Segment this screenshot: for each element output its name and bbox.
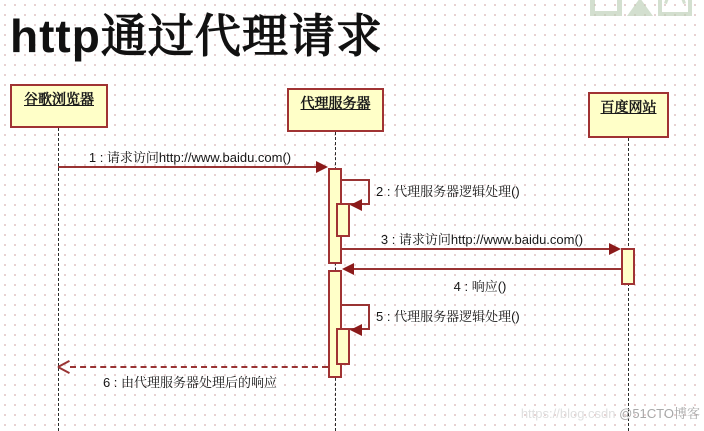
actor-label-baidu: 百度网站 — [600, 99, 657, 115]
message-5-label: 5 : 代理服务器逻辑处理() — [376, 309, 520, 324]
watermark-url-text: https://blog.csdn — [520, 406, 616, 421]
message-3-line — [342, 248, 609, 250]
message-1-line — [58, 166, 316, 168]
message-4-arrowhead-icon — [342, 263, 354, 275]
actor-label-proxy: 代理服务器 — [300, 95, 371, 111]
corner-logo — [585, 0, 692, 16]
message-6-open-arrowhead-icon — [58, 366, 70, 374]
message-5-arrowhead-icon — [350, 324, 362, 336]
actor-box-browser — [10, 84, 108, 128]
actor-box-proxy — [287, 88, 384, 132]
activation-proxy-2-nested — [336, 328, 350, 365]
message-1-label: 1 : 请求访问http://www.baidu.com() — [88, 150, 292, 165]
lifeline-browser — [58, 128, 59, 431]
message-2-arrowhead-icon — [350, 199, 362, 211]
corner-logo-glyph-3 — [658, 0, 692, 16]
activation-baidu — [621, 248, 635, 285]
message-6-label: 6 : 由代理服务器处理后的响应 — [102, 375, 278, 390]
message-2-label: 2 : 代理服务器逻辑处理() — [376, 184, 520, 199]
actor-box-baidu — [588, 92, 669, 138]
corner-logo-glyph-1 — [590, 0, 622, 16]
corner-logo-glyph-2 — [627, 0, 653, 16]
diagram-title: http通过代理请求 — [10, 10, 383, 62]
watermark-handle-text: @51CTO博客 — [619, 406, 700, 421]
message-4-label: 4 : 响应() — [453, 279, 507, 294]
message-6-line — [70, 366, 328, 368]
actor-label-browser: 谷歌浏览器 — [24, 91, 94, 107]
message-3-label: 3 : 请求访问http://www.baidu.com() — [380, 232, 584, 247]
message-4-line — [354, 268, 621, 270]
watermark — [521, 403, 700, 422]
